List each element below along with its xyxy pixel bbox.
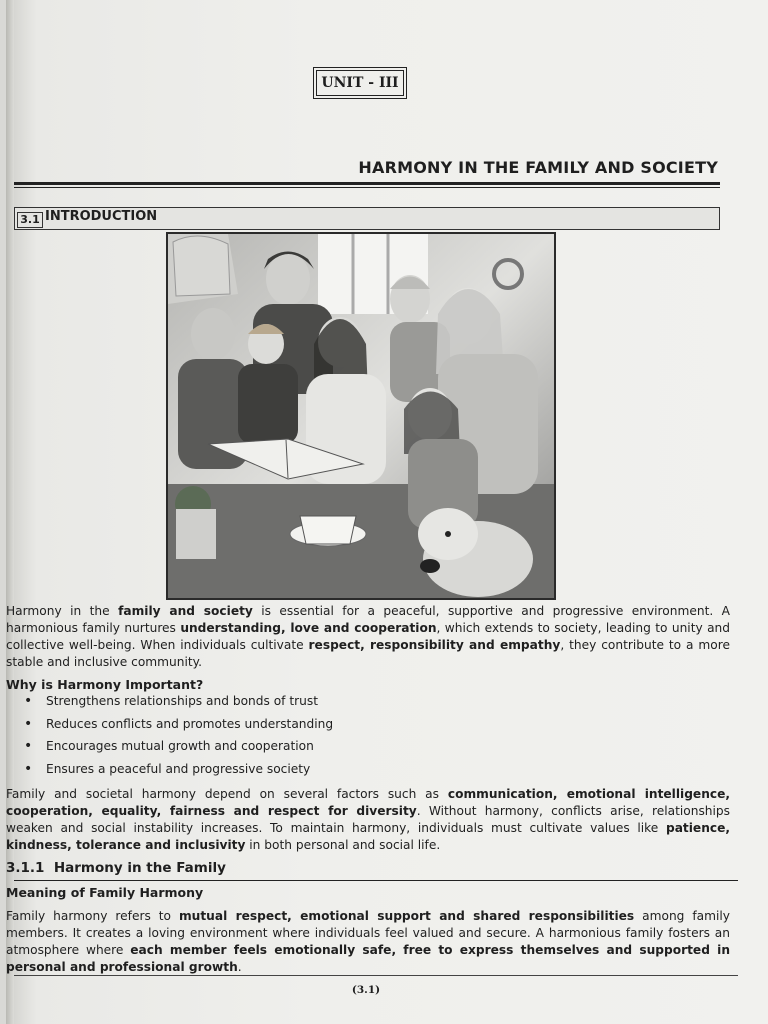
factors-text-3: in both personal and social life.: [245, 838, 441, 852]
why-point: • Reduces conflicts and promotes understanding: [24, 717, 333, 740]
family-photo-illustration: [168, 234, 554, 598]
chapter-title: HARMONY IN THE FAMILY AND SOCIETY: [358, 158, 718, 177]
footer-rule: [14, 975, 738, 976]
subsection-number: 3.1.1: [6, 860, 45, 876]
intro-bold-3: respect, responsibility and empathy: [308, 638, 561, 652]
meaning-paragraph: [6, 908, 730, 976]
factors-bold-1: communication, emotional intelligence, cooperation, equality, fairness and respect for diversity: [6, 787, 730, 818]
meaning-heading: Meaning of Family Harmony: [6, 885, 204, 900]
intro-text-2: is essential for a peaceful, supportive and progressive environment. A harmonious family nurtures: [6, 604, 730, 635]
title-rule-thick: [14, 182, 720, 185]
factors-bold-2: patience, kindness, tolerance and inclusivity: [6, 821, 730, 852]
why-points-list: [24, 694, 333, 784]
intro-bold-2: understanding, love and cooperation: [180, 621, 437, 635]
title-rule-thin: [14, 187, 720, 188]
why-heading: Why is Harmony Important?: [6, 677, 204, 692]
subsection-title: Harmony in the Family: [53, 860, 226, 876]
subsection-heading: [6, 860, 226, 876]
factors-text-2: . Without harmony, conflicts arise, relationships weaken and social instability increases. To maintain harmony, individuals must cultivate values like: [6, 804, 730, 835]
factors-text-1: Family and societal harmony depend on several factors such as: [6, 787, 448, 801]
intro-paragraph: [6, 603, 730, 671]
intro-bold-1: family and society: [118, 604, 253, 618]
unit-label: UNIT - III: [321, 75, 399, 91]
meaning-text-3: .: [237, 960, 242, 974]
subsection-rule: [14, 880, 738, 881]
page-number: (3.1): [351, 984, 381, 996]
meaning-bold-2: each member feels emotionally safe, free to express themselves and supported in personal and professional growth: [6, 943, 730, 974]
section-title: INTRODUCTION: [45, 209, 158, 224]
meaning-text-1: Family harmony refers to: [6, 909, 179, 923]
intro-text-4: , they contribute to a more stable and inclusive community.: [6, 638, 730, 669]
why-point: • Strengthens relationships and bonds of trust: [24, 694, 333, 717]
unit-label-box: [316, 70, 404, 96]
factors-paragraph: [6, 786, 730, 854]
intro-text-3: , which extends to society, leading to unity and collective well-being. When individuals cultivate: [6, 621, 731, 652]
family-photo: [166, 232, 556, 600]
section-heading-bar: [14, 207, 720, 230]
why-point: • Encourages mutual growth and cooperation: [24, 739, 333, 762]
book-page: [6, 0, 768, 1024]
why-point: • Ensures a peaceful and progressive society: [24, 762, 333, 785]
section-number: 3.1: [17, 212, 43, 228]
intro-text-1: Harmony in the: [6, 604, 119, 618]
meaning-bold-1: mutual respect, emotional support and shared responsibilities: [178, 909, 635, 923]
meaning-text-2: among family members. It creates a loving environment where individuals feel valued and secure. A harmonious family fosters an atmosphere where: [6, 909, 731, 957]
